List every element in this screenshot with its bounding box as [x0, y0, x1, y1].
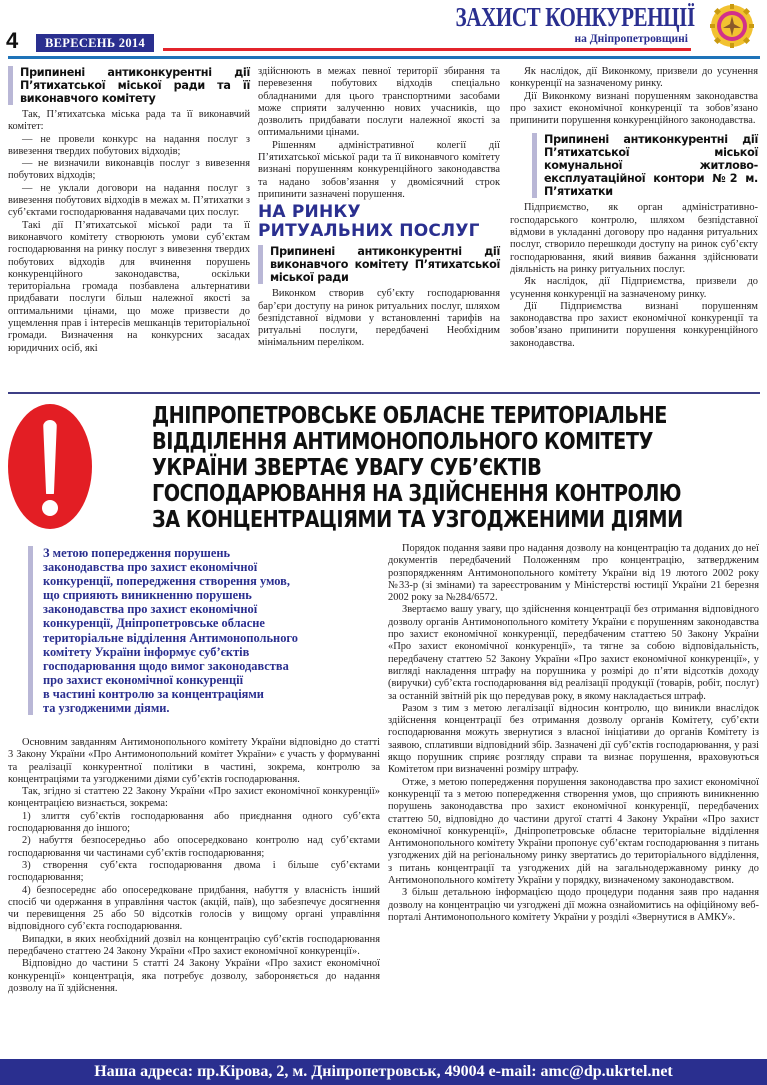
paragraph: — не уклали договори на надання послуг з вивезення побутових відходів в межах м. П’ятихатки з суб’єктами господарювання надавачами цих послуг. — [8, 182, 250, 219]
paragraph: Разом з тим з метою легалізації відносин контролю, що виникли внаслідок здійснення концентрації без отримання дозволу органів Комітету, суб’єкти господарювання можуть звернутися з власної ініціативи до органів Комітету із заявою, сплативши відповідний збір. Зазначені дії суб’єктів господарювання, у разі якщо порушник сприяє розгляду справи та визнає порушення, враховуються Комітетом при визначенні розміру штрафу. — [388, 702, 759, 776]
list-item: 2) набуття безпосередньо або опосередковано контролю над суб’єктами господарювання чи частинами суб’єктів господарювання; — [8, 835, 380, 859]
paragraph: Відповідно до частини 5 статті 24 Закону України «Про захист економічної конкуренції» концентрація, яка потребує дозволу, забороняється до надання дозволу на її здійснення. — [8, 958, 380, 994]
paragraph: Порядок подання заяви про надання дозволу на концентрацію та доданих до неї документів передбачений Положенням про концентрацію, затвердженим розпорядженням Антимонопольного комітету України від 19 лютого 2002 року №33-р (зі змінами) та зареєстрованим у Міністерстві юстиції України 21 березня 2002 року за №284/6572. — [388, 543, 759, 604]
paragraph: Дії Підприємства визнані порушенням законодавства про захист економічної конкуренції та зобов’язано припинити порушення конкуренційного законодавства. — [510, 300, 758, 349]
paragraph: Дії Виконкому визнані порушенням законодавства про захист економічної конкуренції та зобов’язано припинити порушення конкуренційного законодавства. — [510, 90, 758, 127]
section-heading-line: НА РИНКУ — [258, 202, 361, 223]
page-number: 4 — [6, 28, 19, 53]
section-divider — [8, 392, 760, 394]
footer-address-bar: Наша адреса: пр.Кірова, 2, м. Дніпропетровськ, 49004 e-mail: amc@dp.ukrtel.net — [0, 1059, 767, 1085]
paragraph: Основним завданням Антимонопольного комітету України відповідно до статті 3 Закону України «Про Антимонопольний комітет України» є участь у формуванні та реалізації конкурентної політики в частині, зокрема, контролю за концентраціями та узгодженими діями суб’єктів господарювання. — [8, 737, 380, 785]
intro-line: господарювання щодо вимог законодавства — [43, 658, 289, 673]
notice-column-right — [388, 543, 759, 924]
list-item: 1) злиття суб’єктів господарювання або приєднання одного суб’єкта господарювання до іншого; — [8, 810, 380, 835]
issue-date-badge: ВЕРЕСЕНЬ 2014 — [36, 34, 154, 52]
notice-column-left — [8, 737, 380, 995]
paragraph: Підприємство, як орган адміністративно-господарського контролю, шляхом безпідставної відмови в укладанні договору про надання ритуальних послуг, створило перешкоди доступу на ринок суб’єкту господарювання, який виявив бажання здійснювати діяльність на ринку ритуальних послуг. — [510, 202, 758, 275]
intro-line: та узгодженими діями. — [43, 701, 170, 716]
intro-line: конкуренції, попередження створення умов, — [43, 574, 290, 589]
alert-title-line: УКРАЇНИ ЗВЕРТАЄ УВАГУ СУБ’ЄКТІВ — [152, 453, 542, 481]
paragraph: Рішенням адміністративної колегії дії П’ятихатської міської ради та її виконавчого комітету визнані порушенням конкуренційного законодавства та надано зобов’язання у двомісячний строк припинити зазначені порушення. — [258, 139, 500, 200]
intro-line: законодавства про захист економічної — [43, 560, 258, 575]
paragraph: Як наслідок, дії Виконкому, призвели до усунення конкуренції на зазначеному ринку. — [510, 66, 758, 90]
subhead-pyatykhatky-council: Припинені антиконкурентні дії П’ятихатської міської ради та її виконавчого комітету — [8, 66, 250, 105]
masthead-subtitle: на Дніпропетровщині — [574, 33, 688, 45]
amcu-emblem-icon — [710, 4, 754, 48]
alert-title — [152, 402, 759, 532]
article-column-3 — [510, 66, 758, 350]
alert-title-line: ДНІПРОПЕТРОВСЬКЕ ОБЛАСНЕ ТЕРИТОРІАЛЬНЕ — [152, 401, 667, 429]
section-heading-ritual-services — [258, 203, 500, 241]
intro-line: конкуренції, Дніпропетровське обласне — [43, 616, 265, 631]
paragraph: Так, згідно зі статтею 22 Закону України «Про захист економічної конкуренції» концентрацією визнається, зокрема: — [8, 786, 380, 810]
intro-line: в частині контролю за концентраціями — [43, 686, 264, 701]
paragraph: З більш детальною інформацією щодо процедури подання заяв про надання дозволу на концентрацію чи узгоджені дії можна ознайомитись на офіційному веб-порталі Антимонопольного комітету України у розділі «Звернутися в АМКУ». — [388, 887, 759, 923]
paragraph: Так, П’ятихатська міська рада та її виконавчий комітет: — [8, 109, 250, 133]
alert-title-line: ЗА КОНЦЕНТРАЦІЯМИ ТА УЗГОДЖЕНИМИ ДІЯМИ — [152, 505, 683, 533]
subhead-executive-committee: Припинені антиконкурентні дії виконавчого комітету П’ятихатської міської ради — [258, 245, 500, 284]
list-item: 3) створення суб’єкта господарювання двома і більше суб’єктами господарювання; — [8, 859, 380, 884]
intro-line: З метою попередження порушень — [43, 546, 231, 560]
paragraph: — не провели конкурс на надання послуг з вивезення твердих побутових відходів; — [8, 133, 250, 157]
exclamation-dot — [42, 500, 58, 516]
paragraph: Звертаємо вашу увагу, що здійснення концентрації без отримання відповідного дозволу органів Антимонопольного комітету України є порушенням законодавства про захист економічної конкуренції, передбаченим статтею 50 Закону України «Про захист економічної конкуренції», та тягне за собою відповідальність, передбачену статтею 52 Закону України «Про захист економічної конкуренції», у вигляді накладення штрафу на порушника у розмірі до п’яти відсотків доходу (виручки) суб’єкта господарювання від реалізації продукції (товарів, робіт, послуг) за останній звітній рік що передував року, в якому накладається штраф. — [388, 604, 759, 702]
paragraph: — не визначили виконавців послуг з вивезення побутових відходів; — [8, 158, 250, 182]
masthead-title: ЗАХИСТ КОНКУРЕНЦІЇ — [455, 2, 695, 32]
subhead-housing-office: Припинені антиконкурентні дії П’ятихатської міської комунальної житлово-експлуатаційної контори №2 м. П’ятихатки — [532, 133, 758, 198]
intro-line: що сприяють виникненню порушень — [43, 588, 252, 603]
paragraph: Випадки, в яких необхідний дозвіл на концентрацію суб’єктів господарювання передбачено статтею 24 Закону України «Про захист економічної конкуренції». — [8, 933, 380, 958]
header-red-rule — [163, 48, 691, 51]
paragraph: Такі дії П’ятихатської міської ради та її виконавчого комітету створюють умови суб’єктам господарювання на ринку послуг з вивезення твердих побутових відходів для вчинення порушень конкуренційного законодавства, оскільки територіальна громада позбавлена альтернативи придбавати послуги більш належної якості за оптимальними цінами, що може призвести до ущемлення прав і інтересів мешканців територіальної громади. Визначення на конкурсних засадах юридичних осіб, які — [8, 219, 250, 354]
article-column-1 — [8, 66, 250, 355]
paragraph: Як наслідок, дії Підприємства, призвели до усунення конкуренції на зазначеному ринку. — [510, 276, 758, 300]
notice-intro — [28, 546, 393, 715]
paragraph: Отже, з метою попередження порушення законодавства про захист економічної конкуренції та з метою попередження створення умов, що сприяють виникненню порушень законодавства про захист економічної конкуренції, передбачених статтею 50, відповідно до частини другої статті 4 Закону України «Про захист економічної конкуренції», Дніпропетровське обласне територіальне відділення Антимонопольного комітету України пропонує суб’єктам господарювання з питань узгоджених дій на регіональному ринку звертатись до територіального відділення, з питань концентрації та узгоджених дій на загальнодержавному ринку до Антимонопольного комітету України у порядку, визначеному законодавством. — [388, 776, 759, 887]
list-item: 4) безпосереднє або опосередковане придбання, набуття у власність інший спосіб чи одержання в управління часток (акцій, паїв), що забезпечує досягнення чи перевищення 25 або 50 відсотків голосів у вищому органі управління відповідного суб’єкта господарювання. — [8, 884, 380, 933]
intro-line: територіальне відділення Антимонопольного — [43, 630, 298, 645]
paragraph: здійснюють в межах певної території збирання та перевезення побутових відходів спеціально обладнаними для цього транспортними засобами може сприяти залученню нових учасників, що дозволить придбавати послуги належної якості за оптимальними цінами. — [258, 66, 500, 139]
intro-line: законодавства про захист економічної — [43, 602, 258, 617]
alert-title-line: ВІДДІЛЕННЯ АНТИМОНОПОЛЬНОГО КОМІТЕТУ — [152, 427, 653, 455]
alert-title-line: ГОСПОДАРЮВАННЯ НА ЗДІЙСНЕННЯ КОНТРОЛЮ — [152, 479, 682, 507]
section-heading-line: РИТУАЛЬНИХ ПОСЛУГ — [258, 221, 480, 242]
header-blue-rule — [8, 56, 760, 59]
paragraph: Виконком створив суб’єкту господарювання бар’єри доступу на ринок ритуальних послуг, шляхом безпідставної відмови у встановленні тарифів на ритуальні послуги, передбачені Необхідним мінімальним переліком. — [258, 288, 500, 349]
intro-line: комітету України інформує суб’єктів — [43, 644, 250, 659]
article-column-2 — [258, 66, 500, 350]
intro-line: про захист економічної конкуренції — [43, 672, 244, 687]
